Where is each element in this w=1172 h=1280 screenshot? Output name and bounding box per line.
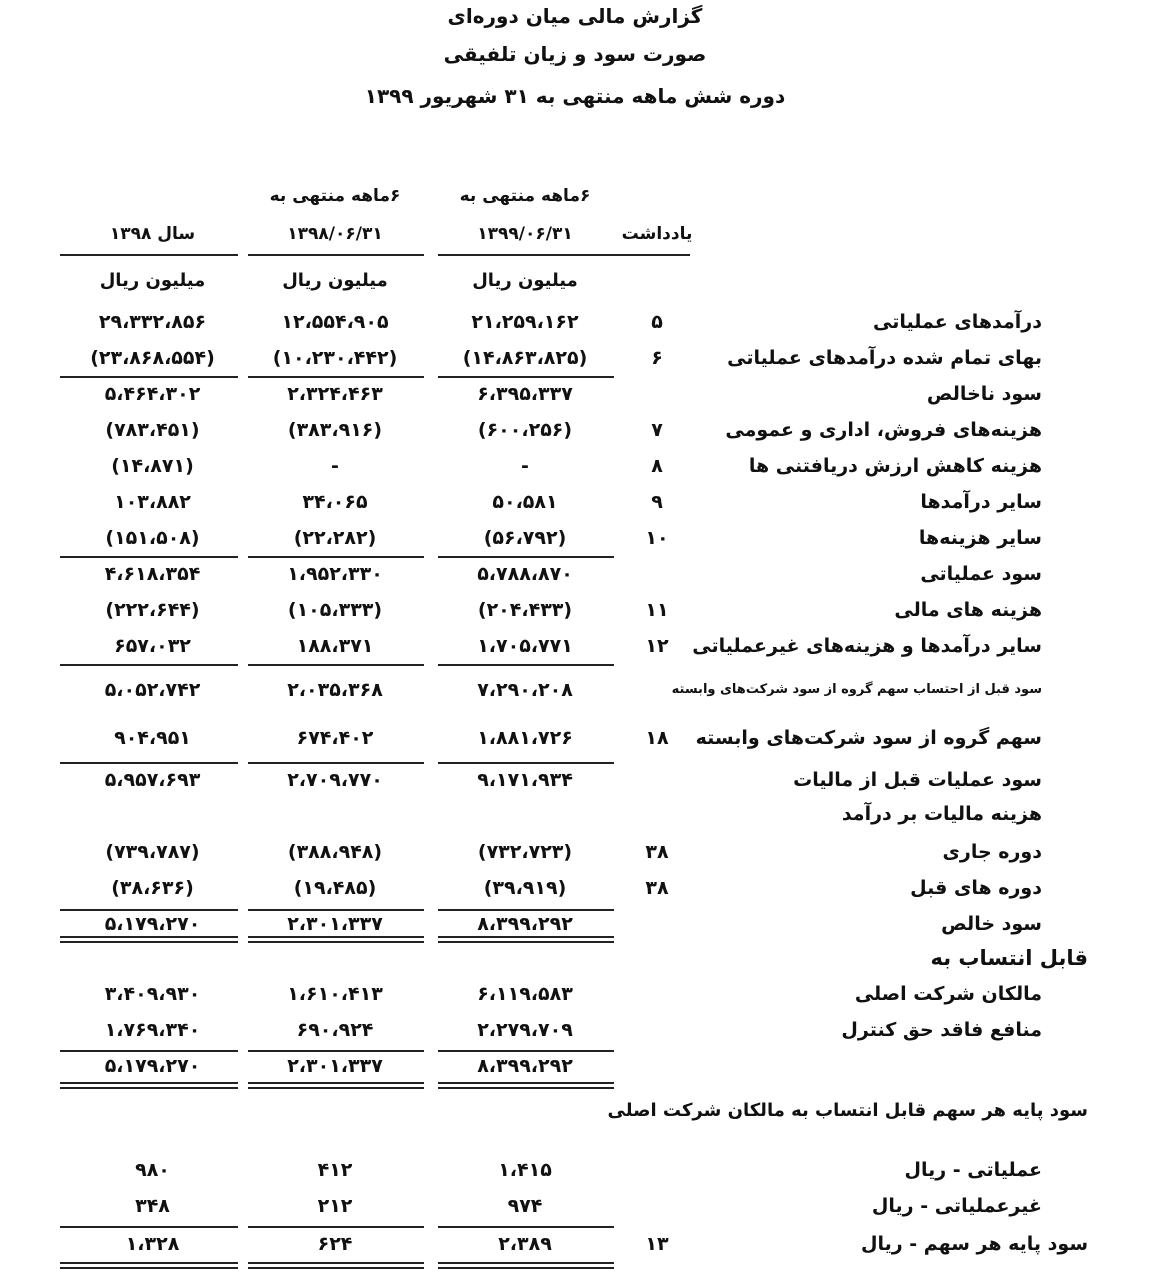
row-label: درآمدهای عملیاتی [873, 311, 1042, 333]
eps-label: عملیاتی - ریال [904, 1159, 1042, 1181]
row-label: دوره جاری [942, 841, 1042, 863]
statement-row [0, 836, 1172, 868]
row-value-1399: (۲۰۴،۴۳۳) [477, 599, 573, 621]
row-note: ۱۸ [645, 727, 669, 749]
row-label: سهم گروه از سود شرکت‌های وابسته [695, 727, 1042, 749]
row-value-1398-6m: ۲،۰۳۵،۳۶۸ [287, 679, 383, 701]
statement-row [0, 1014, 1172, 1046]
row-value-1398-year: ۹۰۴،۹۵۱ [114, 727, 191, 749]
statement-row [0, 522, 1172, 554]
statement-row [0, 486, 1172, 518]
row-value-1398-6m: ۲،۷۰۹،۷۷۰ [287, 769, 383, 791]
col3-header: سال ۱۳۹۸ [109, 224, 196, 244]
row-value-1398-6m: ۱،۶۱۰،۴۱۳ [287, 983, 383, 1005]
statement-row [0, 594, 1172, 626]
statement-row [0, 764, 1172, 796]
row-value-1398-6m: ۲،۳۰۱،۳۳۷ [287, 913, 383, 935]
row-value-1398-year: ۵،۱۷۹،۲۷۰ [104, 1055, 201, 1077]
eps-label: غیرعملیاتی - ریال [871, 1195, 1042, 1217]
subtotal-rule [248, 1050, 424, 1052]
eps-value-1399: ۲،۳۸۹ [498, 1233, 552, 1255]
eps-value-1398-6m: ۲۱۲ [317, 1195, 353, 1217]
statement-row [0, 558, 1172, 590]
statement-row [0, 978, 1172, 1010]
row-value-1398-year: (۷۳۹،۷۸۷) [105, 841, 200, 863]
double-total-rule [438, 936, 614, 943]
eps-value-1398-year: ۹۸۰ [135, 1159, 170, 1181]
row-label: منافع فاقد حق کنترل [841, 1019, 1042, 1041]
row-note: ۱۱ [645, 599, 669, 621]
row-value-1398-year: (۱۵۱،۵۰۸) [105, 527, 200, 549]
report-title: گزارش مالی میان دوره‌ای [447, 4, 703, 28]
statement-row [0, 630, 1172, 662]
row-value-1399: ۶،۳۹۵،۳۳۷ [477, 383, 573, 405]
row-value-1398-year: ۵،۱۷۹،۲۷۰ [104, 913, 201, 935]
row-value-1398-6m: ۶۹۰،۹۲۴ [296, 1019, 374, 1041]
eps-value-1398-6m: ۶۲۴ [317, 1233, 353, 1255]
row-label: دوره های قبل [910, 877, 1042, 899]
col2-header-rule [248, 254, 424, 256]
double-total-rule [248, 936, 424, 943]
row-label: هزینه مالیات بر درآمد [841, 803, 1042, 825]
statement-row [0, 414, 1172, 446]
col2-header-line1: ۶ماهه منتهی به [269, 186, 401, 206]
subtotal-rule [438, 556, 614, 558]
row-value-1398-year: (۲۲۲،۶۴۴) [105, 599, 200, 621]
statement-row [0, 378, 1172, 410]
row-label: سود عملیاتی [920, 563, 1042, 585]
subtotal-rule [438, 1050, 614, 1052]
col3-unit: میلیون ریال [99, 270, 206, 291]
row-value-1399: ۸،۳۹۹،۲۹۲ [477, 1055, 573, 1077]
eps-value-1398-6m: ۴۱۲ [317, 1159, 353, 1181]
row-value-1398-6m: ۱۲،۵۵۴،۹۰۵ [281, 311, 389, 333]
row-value-1399: (۷۳۲،۷۲۳) [477, 841, 573, 863]
row-value-1399: ۵،۷۸۸،۸۷۰ [477, 563, 573, 585]
row-value-1399: ۲۱،۲۵۹،۱۶۲ [471, 311, 579, 333]
row-value-1398-year: (۳۸،۶۳۶) [111, 877, 194, 899]
row-value-1398-6m: (۳۸۳،۹۱۶) [287, 419, 383, 441]
row-note: ۱۲ [645, 635, 669, 657]
subtotal-rule [248, 909, 424, 911]
row-value-1398-year: ۱۰۳،۸۸۲ [114, 491, 191, 513]
col1-header-line1: ۶ماهه منتهی به [459, 186, 591, 206]
row-note: ۷ [651, 419, 663, 441]
double-total-rule [248, 1262, 424, 1269]
row-value-1399: ۶،۱۱۹،۵۸۳ [477, 983, 573, 1005]
row-value-1398-6m: (۱۰،۲۳۰،۴۴۲) [272, 347, 398, 369]
row-label: هزینه های مالی [894, 599, 1042, 621]
double-total-rule [60, 1262, 238, 1269]
statement-row [0, 798, 1172, 830]
row-label: بهای تمام شده درآمدهای عملیاتی [727, 347, 1042, 369]
row-value-1398-6m: ۱۸۸،۳۷۱ [296, 635, 374, 657]
subtotal-rule [60, 376, 238, 378]
row-value-1398-year: ۶۵۷،۰۳۲ [114, 635, 191, 657]
row-value-1399: ۹،۱۷۱،۹۳۴ [477, 769, 573, 791]
eps-note: ۱۳ [645, 1233, 669, 1255]
row-value-1399: - [521, 455, 529, 477]
row-note: ۳۸ [645, 841, 669, 863]
row-value-1399: (۱۴،۸۶۳،۸۲۵) [462, 347, 588, 369]
row-value-1399: ۱،۷۰۵،۷۷۱ [477, 635, 573, 657]
col3-header-rule [60, 254, 238, 256]
row-label: سود عملیات قبل از مالیات [793, 769, 1042, 791]
row-label: سود قبل از احتساب سهم گروه از سود شرکت‌های وابسته [671, 682, 1042, 697]
row-value-1398-year: ۵،۹۵۷،۶۹۳ [104, 769, 201, 791]
statement-title: صورت سود و زیان تلفیقی [443, 42, 707, 66]
subtotal-rule [248, 762, 424, 764]
row-value-1399: (۵۶،۷۹۲) [483, 527, 567, 549]
eps-value-1398-year: ۳۴۸ [135, 1195, 170, 1217]
row-note: ۵ [651, 311, 663, 333]
row-label: هزینه‌های فروش، اداری و عمومی [725, 419, 1042, 441]
double-total-rule [60, 936, 238, 943]
row-value-1399: ۸،۳۹۹،۲۹۲ [477, 913, 573, 935]
row-value-1398-year: ۴،۶۱۸،۳۵۴ [104, 563, 201, 585]
row-value-1398-year: ۳،۴۰۹،۹۳۰ [104, 983, 201, 1005]
eps-heading: سود پایه هر سهم قابل انتساب به مالکان شرکت اصلی [607, 1100, 1088, 1121]
row-note: ۶ [651, 347, 663, 369]
row-value-1399: ۱،۸۸۱،۷۲۶ [477, 727, 573, 749]
row-value-1398-6m: (۱۹،۴۸۵) [293, 877, 377, 899]
eps-row [0, 1154, 1172, 1186]
subtotal-rule [438, 664, 614, 666]
row-label: قابل انتساب به [930, 946, 1088, 970]
subtotal-rule [438, 1226, 614, 1228]
eps-row [0, 1190, 1172, 1222]
eps-label: سود پایه هر سهم - ریال [860, 1233, 1088, 1255]
double-total-rule [248, 1082, 424, 1089]
col2-unit: میلیون ریال [282, 270, 388, 291]
col1-header-rule [438, 254, 614, 256]
row-value-1398-year: ۱،۷۶۹،۳۴۰ [104, 1019, 201, 1041]
period-title: دوره شش ماهه منتهی به ۳۱ شهریور ۱۳۹۹ [364, 84, 786, 108]
subtotal-rule [248, 376, 424, 378]
subtotal-rule [60, 909, 238, 911]
eps-value-1399: ۱،۴۱۵ [498, 1159, 552, 1181]
statement-row [0, 674, 1172, 706]
statement-row [0, 342, 1172, 374]
subtotal-rule [60, 762, 238, 764]
row-value-1398-year: (۱۴،۸۷۱) [111, 455, 194, 477]
row-value-1398-year: ۵،۰۵۲،۷۴۲ [104, 679, 201, 701]
row-value-1399: ۲،۲۷۹،۷۰۹ [477, 1019, 573, 1041]
statement-row [0, 450, 1172, 482]
double-total-rule [438, 1082, 614, 1089]
row-value-1398-6m: ۳۴،۰۶۵ [302, 491, 368, 513]
subtotal-rule [60, 1050, 238, 1052]
row-note: ۱۰ [645, 527, 669, 549]
eps-value-1398-year: ۱،۳۲۸ [125, 1233, 180, 1255]
row-value-1399: (۶۰۰،۲۵۶) [477, 419, 573, 441]
row-value-1398-6m: ۱،۹۵۲،۳۳۰ [287, 563, 383, 585]
row-label: مالکان شرکت اصلی [854, 983, 1042, 1005]
subtotal-rule [438, 909, 614, 911]
row-value-1398-6m: (۱۰۵،۳۳۳) [287, 599, 383, 621]
row-value-1398-6m: - [331, 455, 339, 477]
row-label: سایر درآمدها [920, 491, 1042, 513]
row-value-1398-6m: ۲،۳۰۱،۳۳۷ [287, 1055, 383, 1077]
subtotal-rule [248, 556, 424, 558]
eps-value-1399: ۹۷۴ [507, 1195, 543, 1217]
row-note: ۹ [651, 491, 663, 513]
row-label: هزینه کاهش ارزش دریافتنی ها [748, 455, 1042, 477]
row-value-1399: (۳۹،۹۱۹) [483, 877, 567, 899]
statement-row [0, 722, 1172, 754]
note-column-header: یادداشت [621, 224, 693, 244]
row-value-1398-year: ۲۹،۳۳۲،۸۵۶ [98, 311, 207, 333]
statement-row [0, 942, 1172, 974]
double-total-rule [60, 1082, 238, 1089]
row-value-1398-6m: ۶۷۴،۴۰۲ [296, 727, 374, 749]
row-value-1399: ۷،۲۹۰،۲۰۸ [477, 679, 573, 701]
subtotal-rule [438, 762, 614, 764]
subtotal-rule [60, 664, 238, 666]
row-note: ۸ [651, 455, 663, 477]
row-label: سود ناخالص [926, 383, 1042, 405]
row-value-1398-6m: (۳۸۸،۹۴۸) [287, 841, 383, 863]
col1-header-line2: ۱۳۹۹/۰۶/۳۱ [477, 224, 573, 244]
row-label: سایر هزینه‌ها [918, 527, 1042, 549]
row-value-1398-6m: ۲،۳۲۴،۴۶۳ [287, 383, 383, 405]
row-value-1398-6m: (۲۲،۲۸۲) [293, 527, 377, 549]
statement-row [0, 306, 1172, 338]
row-label: سایر درآمدها و هزینه‌های غیرعملیاتی [692, 635, 1042, 657]
statement-row [0, 1050, 1172, 1082]
subtotal-rule [248, 664, 424, 666]
row-value-1399: ۵۰،۵۸۱ [492, 491, 558, 513]
row-value-1398-year: ۵،۴۶۴،۳۰۲ [104, 383, 201, 405]
eps-row [0, 1228, 1172, 1260]
row-value-1398-year: (۷۸۳،۴۵۱) [105, 419, 200, 441]
col1-unit: میلیون ریال [472, 270, 578, 291]
subtotal-rule [248, 1226, 424, 1228]
note-header-rule [614, 254, 690, 256]
row-label: سود خالص [941, 913, 1042, 935]
subtotal-rule [60, 1226, 238, 1228]
subtotal-rule [438, 376, 614, 378]
double-total-rule [438, 1262, 614, 1269]
row-note: ۳۸ [645, 877, 669, 899]
subtotal-rule [60, 556, 238, 558]
statement-row [0, 872, 1172, 904]
col2-header-line2: ۱۳۹۸/۰۶/۳۱ [287, 224, 383, 244]
row-value-1398-year: (۲۳،۸۶۸،۵۵۴) [90, 347, 215, 369]
